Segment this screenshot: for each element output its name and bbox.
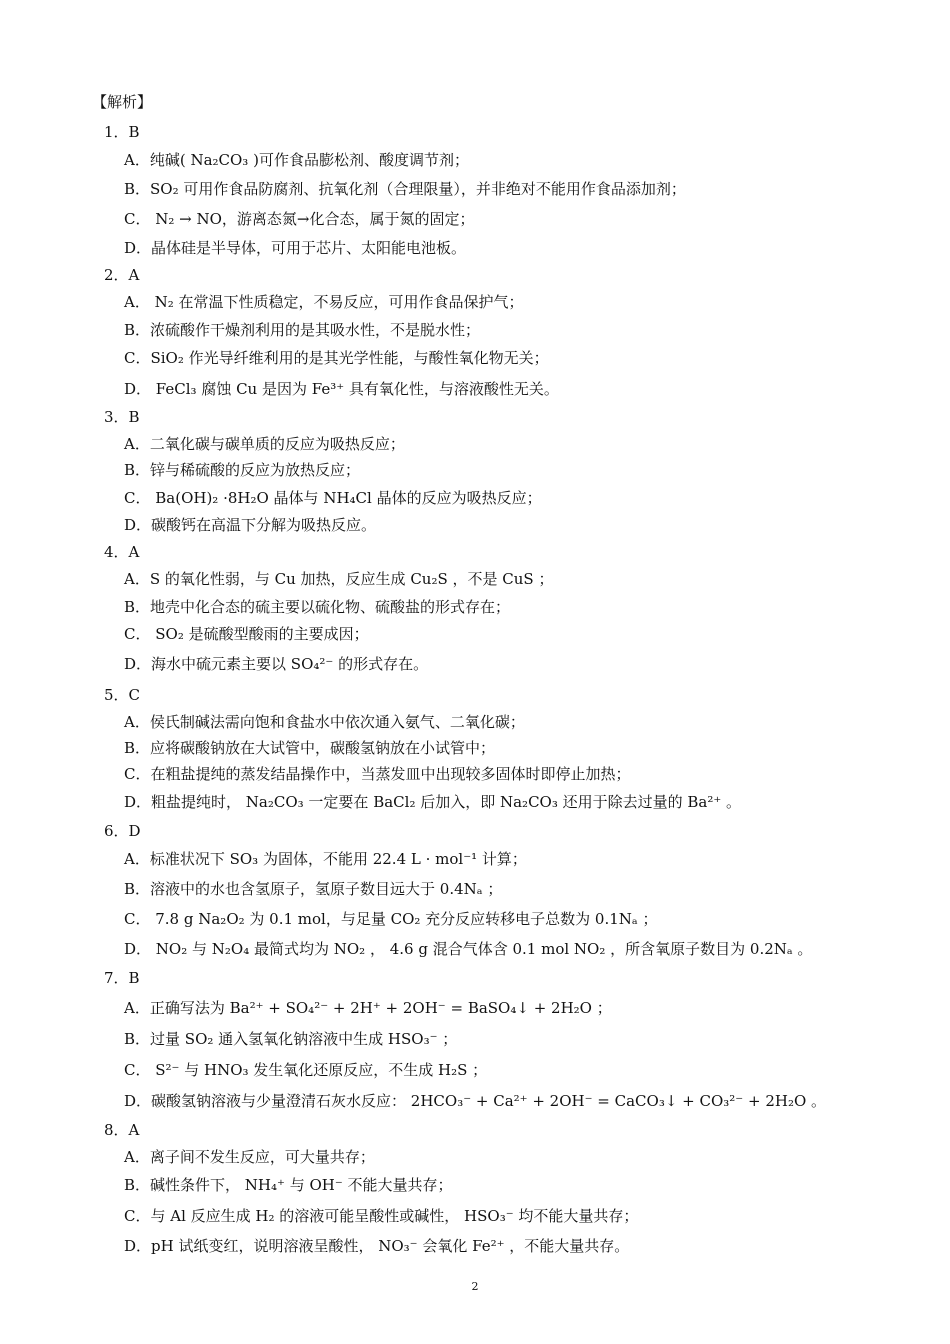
question-3-option-d: D．碳酸钙在高温下分解为吸热反应。	[124, 516, 377, 534]
question-1-option-d: D．晶体硅是半导体，可用于芯片、太阳能电池板。	[124, 239, 467, 257]
question-8-option-d: D．pH 试纸变红，说明溶液呈酸性， NO₃⁻ 会氧化 Fe²⁺ ，不能大量共存。	[124, 1237, 630, 1255]
question-7-answer: 7．B	[104, 969, 140, 987]
question-2-option-a: A． N₂ 在常温下性质稳定，不易反应，可用作食品保护气；	[124, 293, 524, 311]
question-8-option-a: A．离子间不发生反应，可大量共存；	[124, 1148, 375, 1166]
question-4-option-c: C． SO₂ 是硫酸型酸雨的主要成因；	[124, 625, 369, 643]
question-5-answer: 5．C	[104, 686, 141, 704]
question-6-option-d: D． NO₂ 与 N₂O₄ 最简式均为 NO₂ ， 4.6 g 混合气体含 0.1 mol NO₂ ，所含氧原子数目为 0.2Nₐ 。	[124, 940, 813, 958]
question-4-option-d: D．海水中硫元素主要以 SO₄²⁻ 的形式存在。	[124, 655, 429, 673]
question-1-option-c: C． N₂ → NO，游离态氮→化合态，属于氮的固定；	[124, 210, 475, 228]
question-6-answer: 6．D	[104, 822, 141, 840]
question-3-option-a: A．二氧化碳与碳单质的反应为吸热反应；	[124, 435, 405, 453]
question-7-option-b: B．过量 SO₂ 通入氢氧化钠溶液中生成 HSO₃⁻ ；	[124, 1030, 458, 1048]
question-7-option-d: D．碳酸氢钠溶液与少量澄清石灰水反应： 2HCO₃⁻ + Ca²⁺ + 2OH⁻ = CaCO₃↓ + CO₃²⁻ + 2H₂O 。	[124, 1092, 827, 1110]
question-5-option-a: A．侯氏制碱法需向饱和食盐水中依次通入氨气、二氧化碳；	[124, 713, 525, 731]
question-3-answer: 3．B	[104, 408, 140, 426]
question-2-option-c: C．SiO₂ 作光导纤维利用的是其光学性能，与酸性氧化物无关；	[124, 349, 549, 367]
section-title: 【解析】	[92, 93, 153, 111]
question-8-option-b: B．碱性条件下， NH₄⁺ 与 OH⁻ 不能大量共存；	[124, 1176, 453, 1194]
question-3-option-c: C． Ba(OH)₂ ·8H₂O 晶体与 NH₄Cl 晶体的反应为吸热反应；	[124, 489, 542, 507]
question-7-option-a: A．正确写法为 Ba²⁺ + SO₄²⁻ + 2H⁺ + 2OH⁻ = BaSO₄↓ + 2H₂O ；	[124, 999, 612, 1017]
question-1-option-b: B．SO₂ 可用作食品防腐剂、抗氧化剂（合理限量），并非绝对不能用作食品添加剂；	[124, 180, 686, 198]
question-1-option-a: A．纯碱( Na₂CO₃ )可作食品膨松剂、酸度调节剂；	[124, 151, 469, 169]
question-2-option-d: D． FeCl₃ 腐蚀 Cu 是因为 Fe³⁺ 具有氧化性，与溶液酸性无关。	[124, 380, 559, 398]
question-4-answer: 4．A	[104, 543, 140, 561]
question-6-option-b: B．溶液中的水也含氢原子，氢原子数目远大于 0.4Nₐ ；	[124, 880, 503, 898]
question-5-option-c: C．在粗盐提纯的蒸发结晶操作中，当蒸发皿中出现较多固体时即停止加热；	[124, 765, 631, 783]
question-5-option-d: D．粗盐提纯时， Na₂CO₃ 一定要在 BaCl₂ 后加入，即 Na₂CO₃ 还用于除去过量的 Ba²⁺ 。	[124, 793, 742, 811]
question-1-answer: 1．B	[104, 123, 140, 141]
question-6-option-a: A．标准状况下 SO₃ 为固体，不能用 22.4 L · mol⁻¹ 计算；	[124, 850, 527, 868]
question-4-option-a: A．S 的氧化性弱，与 Cu 加热，反应生成 Cu₂S ，不是 CuS ；	[124, 570, 554, 588]
page-number: 2	[471, 1280, 479, 1293]
question-7-option-c: C． S²⁻ 与 HNO₃ 发生氧化还原反应，不生成 H₂S ；	[124, 1061, 488, 1079]
question-8-answer: 8．A	[104, 1121, 140, 1139]
question-6-option-c: C． 7.8 g Na₂O₂ 为 0.1 mol，与足量 CO₂ 充分反应转移电子总数为 0.1Nₐ ；	[124, 910, 658, 928]
question-2-answer: 2．A	[104, 266, 140, 284]
question-5-option-b: B．应将碳酸钠放在大试管中，碳酸氢钠放在小试管中；	[124, 739, 496, 757]
question-4-option-b: B．地壳中化合态的硫主要以硫化物、硫酸盐的形式存在；	[124, 598, 511, 616]
question-2-option-b: B．浓硫酸作干燥剂利用的是其吸水性，不是脱水性；	[124, 321, 481, 339]
question-3-option-b: B．锌与稀硫酸的反应为放热反应；	[124, 461, 361, 479]
question-8-option-c: C．与 Al 反应生成 H₂ 的溶液可能呈酸性或碱性， HSO₃⁻ 均不能大量共存；	[124, 1207, 639, 1225]
